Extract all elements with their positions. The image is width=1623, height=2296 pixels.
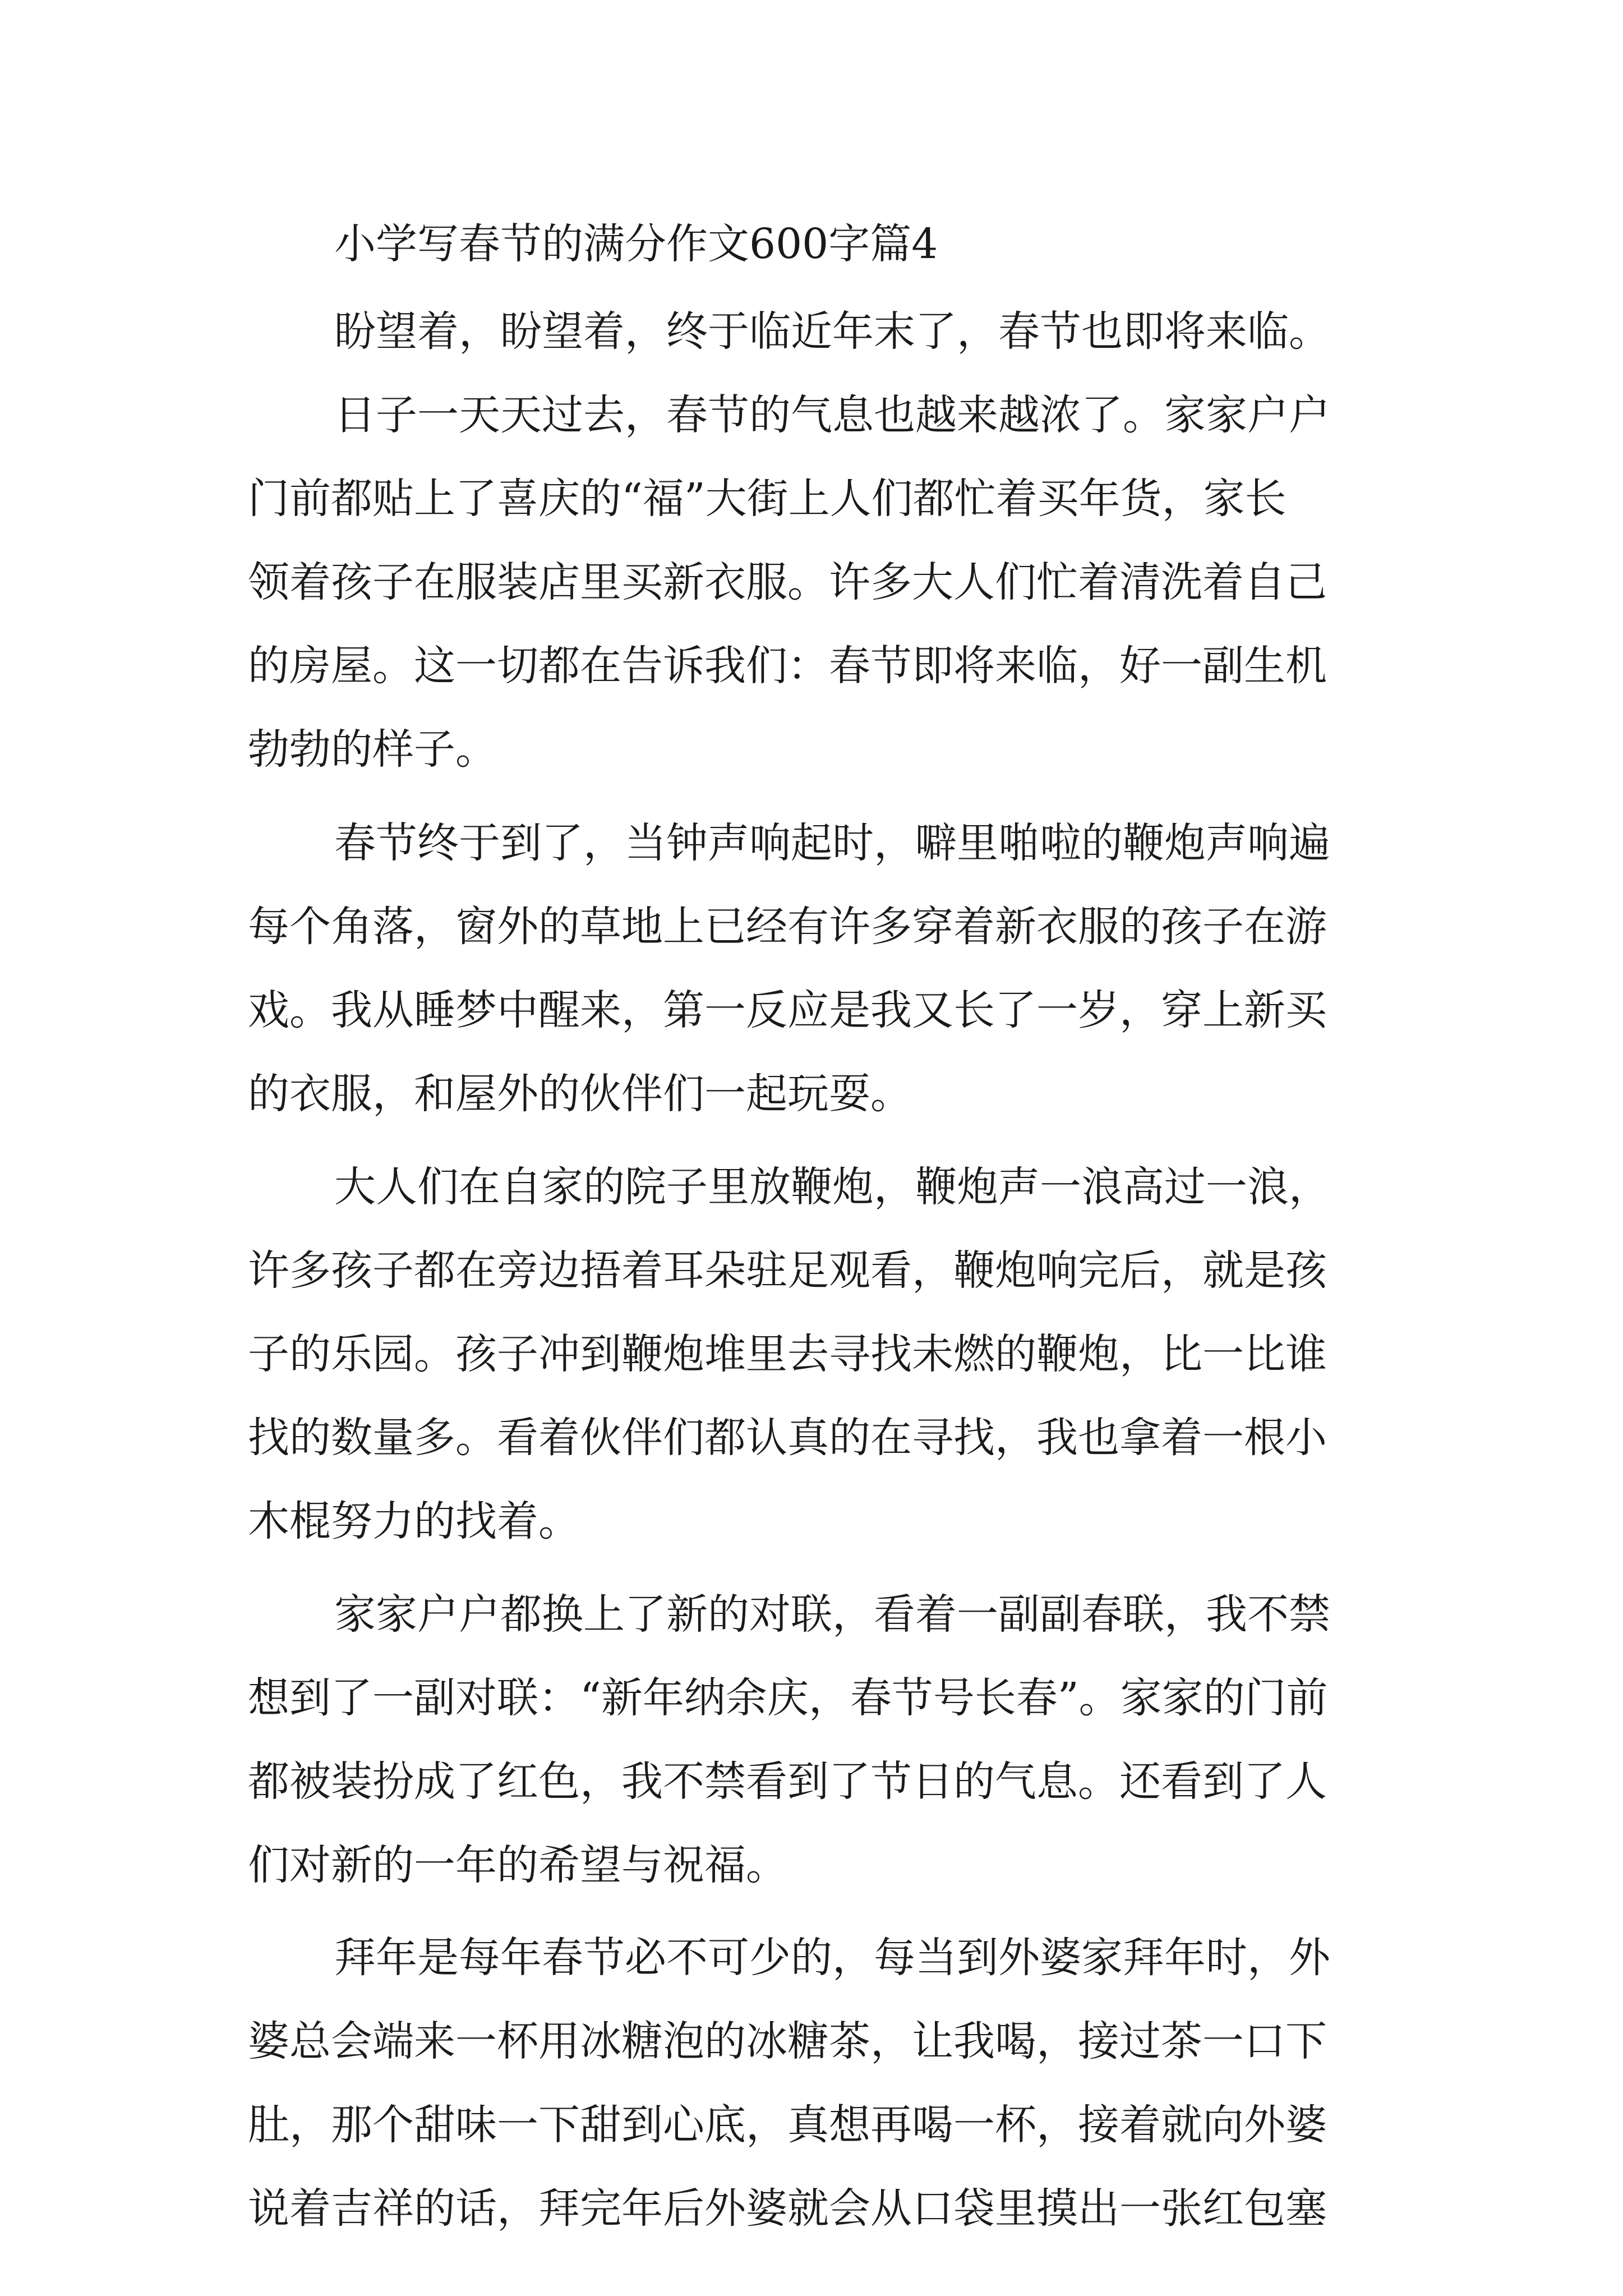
- paragraph-2-line-4: 的房屋。这一切都在告诉我们：春节即将来临，好一副生机: [248, 642, 1327, 690]
- paragraph-6-line-1: 拜年是每年春节必不可少的，每当到外婆家拜年时，外: [334, 1934, 1330, 1982]
- paragraph-3-line-3: 戏。我从睡梦中醒来，第一反应是我又长了一岁，穿上新买: [248, 986, 1327, 1034]
- paragraph-3-line-1: 春节终于到了，当钟声响起时，噼里啪啦的鞭炮声响遍: [334, 819, 1330, 867]
- paragraph-4-line-2: 许多孩子都在旁边捂着耳朵驻足观看，鞭炮响完后，就是孩: [248, 1246, 1327, 1295]
- paragraph-2-line-5: 勃勃的样子。: [248, 725, 497, 774]
- paragraph-5-line-3: 都被装扮成了红色，我不禁看到了节日的气息。还看到了人: [248, 1757, 1327, 1806]
- paragraph-4-line-5: 木棍努力的找着。: [248, 1497, 580, 1545]
- paragraph-1-line-1: 盼望着，盼望着，终于临近年末了，春节也即将来临。: [334, 307, 1330, 356]
- paragraph-4-line-1: 大人们在自家的院子里放鞭炮，鞭炮声一浪高过一浪，: [334, 1163, 1330, 1211]
- paragraph-6-line-2: 婆总会端来一杯用冰糖泡的冰糖茶，让我喝，接过茶一口下: [248, 2017, 1327, 2065]
- paragraph-3-line-4: 的衣服，和屋外的伙伴们一起玩耍。: [248, 1070, 912, 1118]
- essay-title: 小学写春节的满分作文600字篇4: [334, 220, 938, 268]
- paragraph-6-line-4: 说着吉祥的话，拜完年后外婆就会从口袋里摸出一张红包塞: [248, 2184, 1327, 2233]
- paragraph-5-line-1: 家家户户都换上了新的对联，看着一副副春联，我不禁: [334, 1590, 1330, 1639]
- paragraph-6-line-3: 肚，那个甜味一下甜到心底，真想再喝一杯，接着就向外婆: [248, 2101, 1327, 2149]
- paragraph-3-line-2: 每个角落，窗外的草地上已经有许多穿着新衣服的孩子在游: [248, 903, 1327, 951]
- paragraph-2-line-1: 日子一天天过去，春节的气息也越来越浓了。家家户户: [334, 391, 1330, 439]
- paragraph-2-line-2: 门前都贴上了喜庆的“福”大街上人们都忙着买年货，家长: [248, 475, 1287, 523]
- paragraph-5-line-2: 想到了一副对联：“新年纳余庆，春节号长春”。家家的门前: [248, 1674, 1328, 1722]
- paragraph-4-line-3: 子的乐园。孩子冲到鞭炮堆里去寻找未燃的鞭炮，比一比谁: [248, 1330, 1327, 1378]
- paragraph-2-line-3: 领着孩子在服装店里买新衣服。许多大人们忙着清洗着自己: [248, 558, 1327, 606]
- paragraph-4-line-4: 找的数量多。看着伙伴们都认真的在寻找，我也拿着一根小: [248, 1414, 1327, 1462]
- paragraph-5-line-4: 们对新的一年的希望与祝福。: [248, 1841, 787, 1889]
